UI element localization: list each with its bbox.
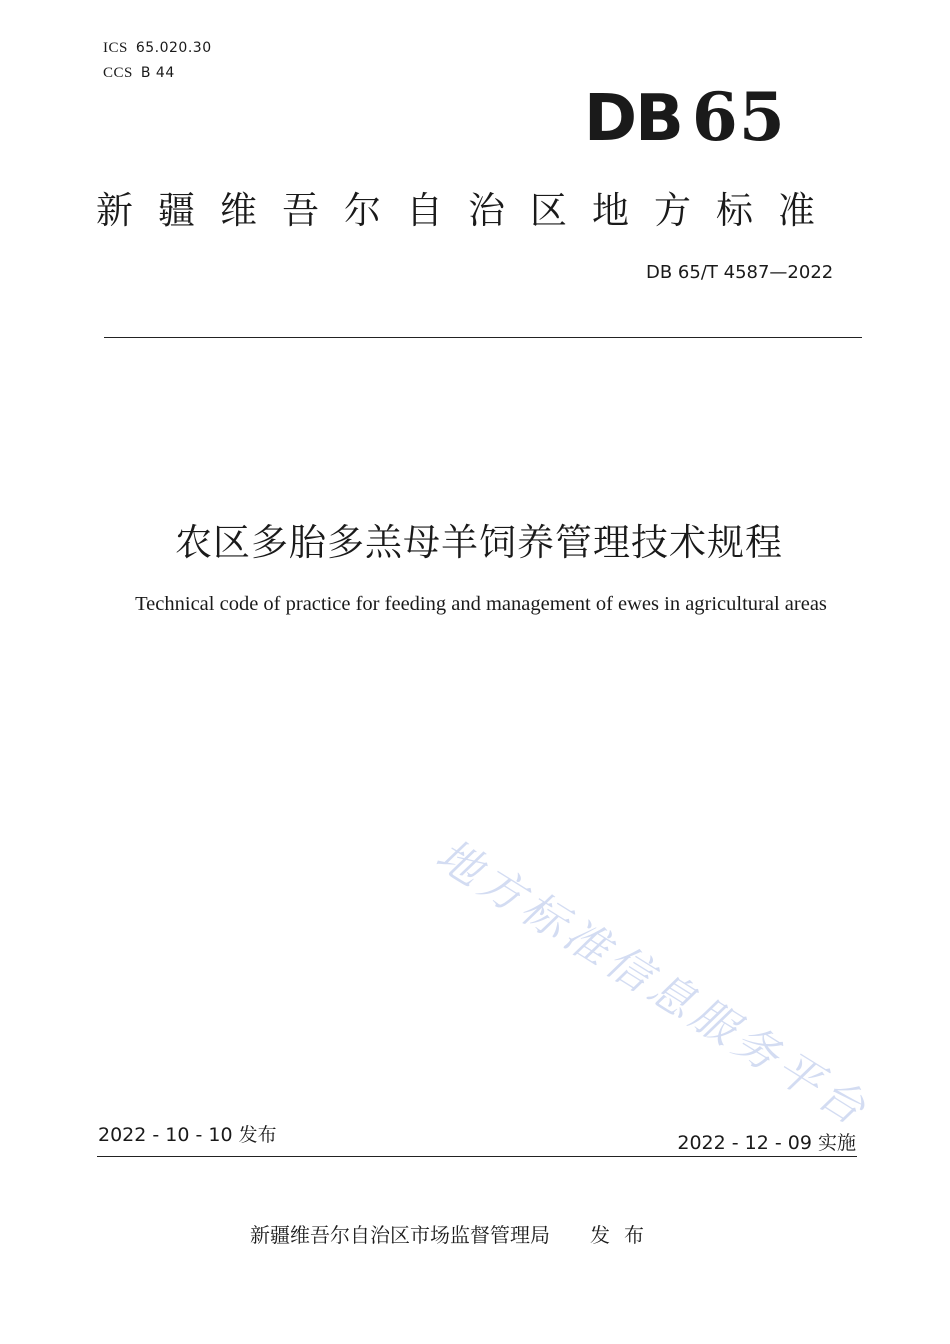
publish-verb: 发布 xyxy=(590,1223,658,1247)
publish-date: 2022 - 10 - 10 发布 xyxy=(98,1124,277,1146)
watermark-text: 地方标准信息服务平台 xyxy=(427,829,879,1138)
ics-code: 65.020.30 xyxy=(135,40,212,56)
standard-number: DB 65/T 4587—2022 xyxy=(646,262,834,283)
ics-label: ICS xyxy=(103,40,128,56)
standard-mark-region-code: 65 xyxy=(691,78,786,156)
document-title-english: Technical code of practice for feeding and management of ewes in agricultural areas xyxy=(135,593,827,615)
ccs-classification xyxy=(103,65,175,82)
header-divider xyxy=(104,337,862,338)
standard-mark-logo xyxy=(584,78,786,156)
publisher-name: 新疆维吾尔自治区市场监督管理局 xyxy=(250,1223,550,1247)
document-title-chinese: 农区多胎多羔母羊饲养管理技术规程 xyxy=(175,521,783,564)
standard-type-heading: 新疆维吾尔自治区地方标准 xyxy=(96,189,840,232)
ics-classification xyxy=(103,40,212,57)
ccs-code: B 44 xyxy=(140,65,175,81)
implementation-date: 2022 - 12 - 09 实施 xyxy=(677,1132,856,1154)
standard-mark-prefix: DB xyxy=(584,82,682,156)
publisher-line xyxy=(250,1219,658,1248)
footer-divider xyxy=(97,1156,857,1157)
ccs-label: CCS xyxy=(103,65,133,81)
